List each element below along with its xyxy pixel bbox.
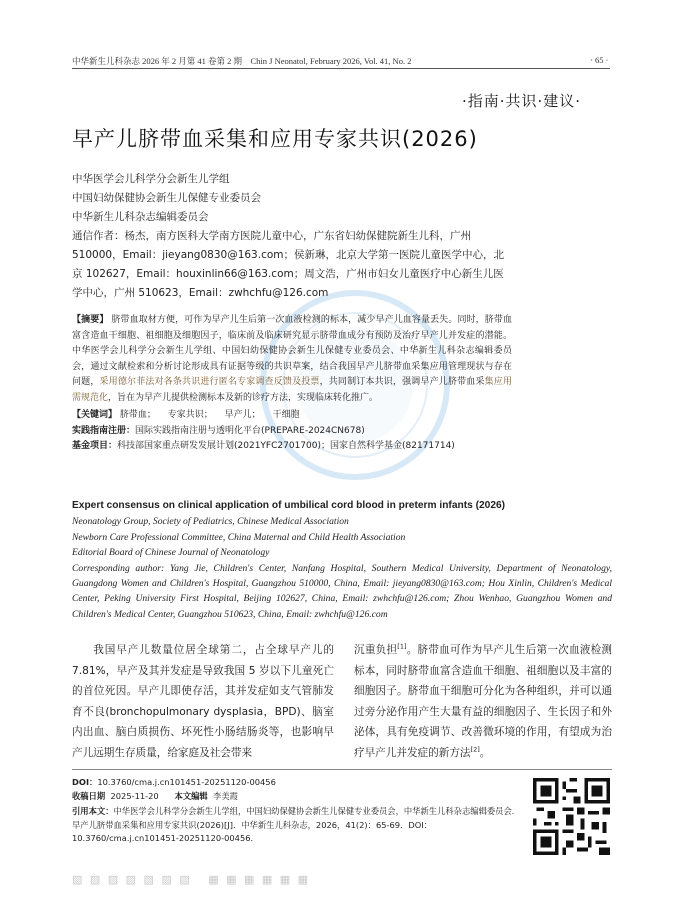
doi-value[interactable]: 10.3760/cma.j.cn101451-20251120-00456 bbox=[97, 777, 276, 787]
english-title: Expert consensus on clinical application of umbilical cord blood in preterm infants (2026) bbox=[72, 500, 506, 511]
cite-label: 引用本文： bbox=[72, 806, 114, 817]
abstract-highlight-2: 集应用需规范化 bbox=[72, 377, 512, 403]
registry-value: 国际实践指南注册与透明化平台(PREPARE-2024CN678) bbox=[135, 425, 365, 436]
column-tag: ·指南·共识·建议· bbox=[462, 92, 582, 110]
cite-text: 中华医学会儿科学分会新生儿学组，中国妇幼保健协会新生儿保健专业委员会，中华新生儿科杂志编辑委员会．早产儿脐带血采集和应用专家共识(2026)[J]．中华新生儿科杂志，2026，41(2)：65-69．DOI：10.3760/cma.j.cn101451-20251120-00456． bbox=[72, 806, 521, 844]
publisher-watermark-logo: ▧ ▨ ▧ ▨ ▧ ▨ ▧ ▦ ▦ ▦ ▦ ▦ ▦ bbox=[72, 873, 311, 886]
doi-label: DOI： bbox=[72, 777, 98, 787]
english-org-1: Neonatology Group, Society of Pediatrics, Chinese Medical Association bbox=[72, 516, 349, 528]
footer-rule bbox=[72, 769, 612, 770]
abstract-text-2: ，共同制订本共识，强调早产儿脐带血采 bbox=[319, 377, 485, 387]
registry-line bbox=[72, 424, 512, 440]
header-rule bbox=[72, 68, 610, 69]
english-org-2: Newborn Care Professional Committee, China Maternal and Child Health Association bbox=[72, 531, 406, 543]
fund-value: 科技部国家重点研发发展计划(2021YFC2701700)；国家自然科学基金(82171714) bbox=[117, 441, 455, 451]
keyword: 脐带血； bbox=[119, 410, 156, 420]
author-block bbox=[72, 170, 512, 303]
running-head: 中华新生儿科杂志 2026 年 2 月第 41 卷第 2 期 Chin J Neonatol, February 2026, Vol. 41, No. 2 bbox=[72, 56, 412, 66]
body-text: 沉重负担 bbox=[354, 644, 398, 656]
body-text: 。 bbox=[479, 746, 491, 759]
citation-ref[interactable]: [2] bbox=[470, 745, 480, 754]
fund-label: 基金项目： bbox=[72, 441, 118, 451]
abstract-text-1: 脐带血取材方便，可作为早产儿生后第一次血液检测的标本，减少早产儿血容量丢失。同时，脐带血富含造血干细胞、祖细胞及细胞因子，临床前及临床研究显示脐带血成分有预防及治疗早产儿并发症的潜能。中华医学会儿科学分会新生儿学组、中国妇幼保健协会新生儿保健专业委员会、中华新生儿科杂志编辑委员会，通过文献检索和分析讨论形成具有证据等级的共识草案，结合我国早产儿脐带血采集应用管理现状与存在问题， bbox=[72, 315, 512, 387]
editor-label: 本文编辑 bbox=[174, 790, 208, 801]
editor-name: 李美霞 bbox=[213, 790, 238, 801]
body-column-left: 我国早产儿数量位居全球第二，占全球早产儿的 7.81%，早产及其并发症是导致我国 5 岁以下儿童死亡的首位死因。早产儿即使存活，其并发症如支气管肺发育不良(bronchopulmonary dysplasia，BPD)、脑室内出血、脑白质损伤、坏死性小肠结肠炎等，也影响早产儿远期生存质量，给家庭及社会带来 bbox=[72, 644, 334, 759]
abstract bbox=[72, 313, 512, 455]
citation-ref[interactable]: [1] bbox=[397, 642, 407, 651]
keyword: 早产儿； bbox=[224, 410, 261, 420]
author-org-3: 中华新生儿科杂志编辑委员会 bbox=[72, 211, 209, 223]
page-number: · 65 · bbox=[590, 55, 609, 65]
body-column-right bbox=[354, 640, 612, 764]
article-meta bbox=[72, 776, 522, 846]
received-date: 2025-11-20 bbox=[110, 790, 159, 801]
article-title: 早产儿脐带血采集和应用专家共识(2026) bbox=[72, 127, 478, 151]
citation-block bbox=[72, 805, 522, 846]
english-corresponding: Corresponding author: Yang Jie, Children's Center, Nanfang Hospital, Southern Medical University, Department of Neonatology, Guangdong Women and Children's Hospital, Guangzhou 510000, China, Email: jieyang0830@163.com; Hou Xinlin, Children's Medical Center, Peking University First Hospital, Beijing 102627, China, Email: zwhchfu@126.com; Zhou Wenhao, Guangzhou Women and Children's Medical Center, Guangzhou 510623, China, Email: zwhchfu@126.com bbox=[72, 562, 612, 620]
body-text: 。脐带血可作为早产儿生后第一次血液检测标本，同时脐带血富含造血干细胞、祖细胞以及丰富的细胞因子。脐带血干细胞可分化为各种组织，并可以通过旁分泌作用产生大量有益的细胞因子、生长因子和外泌体，具有免疫调节、改善微环境的作用，有望成为治疗早产儿并发症的新方法 bbox=[354, 644, 613, 759]
fund-line bbox=[72, 439, 512, 455]
keywords-line bbox=[72, 408, 512, 424]
english-org-3: Editorial Board of Chinese Journal of Neonatology bbox=[72, 547, 270, 559]
registry-label: 实践指南注册： bbox=[72, 425, 136, 436]
english-abstract bbox=[72, 498, 612, 622]
doi-line bbox=[72, 776, 522, 790]
corresponding-authors: 通信作者：杨杰，南方医科大学南方医院儿童中心，广东省妇幼保健院新生儿科，广州 510000，Email：jieyang0830@163.com；侯新琳，北京大学第一医院儿童医学中心，北京 102627，Email：houxinlin66@163.com；周文浩，广州市妇女儿童医疗中心新生儿医学中心，广州 510623，Email：zwhchfu@126.com bbox=[72, 230, 505, 299]
received-line bbox=[72, 790, 522, 804]
qr-code-icon[interactable] bbox=[533, 778, 610, 855]
keyword: 专家共识； bbox=[167, 410, 213, 420]
keyword: 干细胞 bbox=[272, 410, 300, 420]
abstract-label: 【摘要】 bbox=[72, 315, 109, 325]
abstract-body bbox=[72, 313, 512, 406]
keywords-label: 【关键词】 bbox=[72, 410, 118, 420]
abstract-text-3: ，旨在为早产儿提供检测标本及新的诊疗方法，实现临床转化推广。 bbox=[108, 392, 379, 403]
author-org-2: 中国妇幼保健协会新生儿保健专业委员会 bbox=[72, 192, 261, 204]
abstract-highlight-1: 采用德尔菲法对各条共识进行匿名专家调查反馈及投票 bbox=[99, 377, 320, 387]
received-label: 收稿日期 bbox=[72, 790, 106, 801]
author-org-1: 中华医学会儿科学分会新生儿学组 bbox=[72, 173, 230, 185]
